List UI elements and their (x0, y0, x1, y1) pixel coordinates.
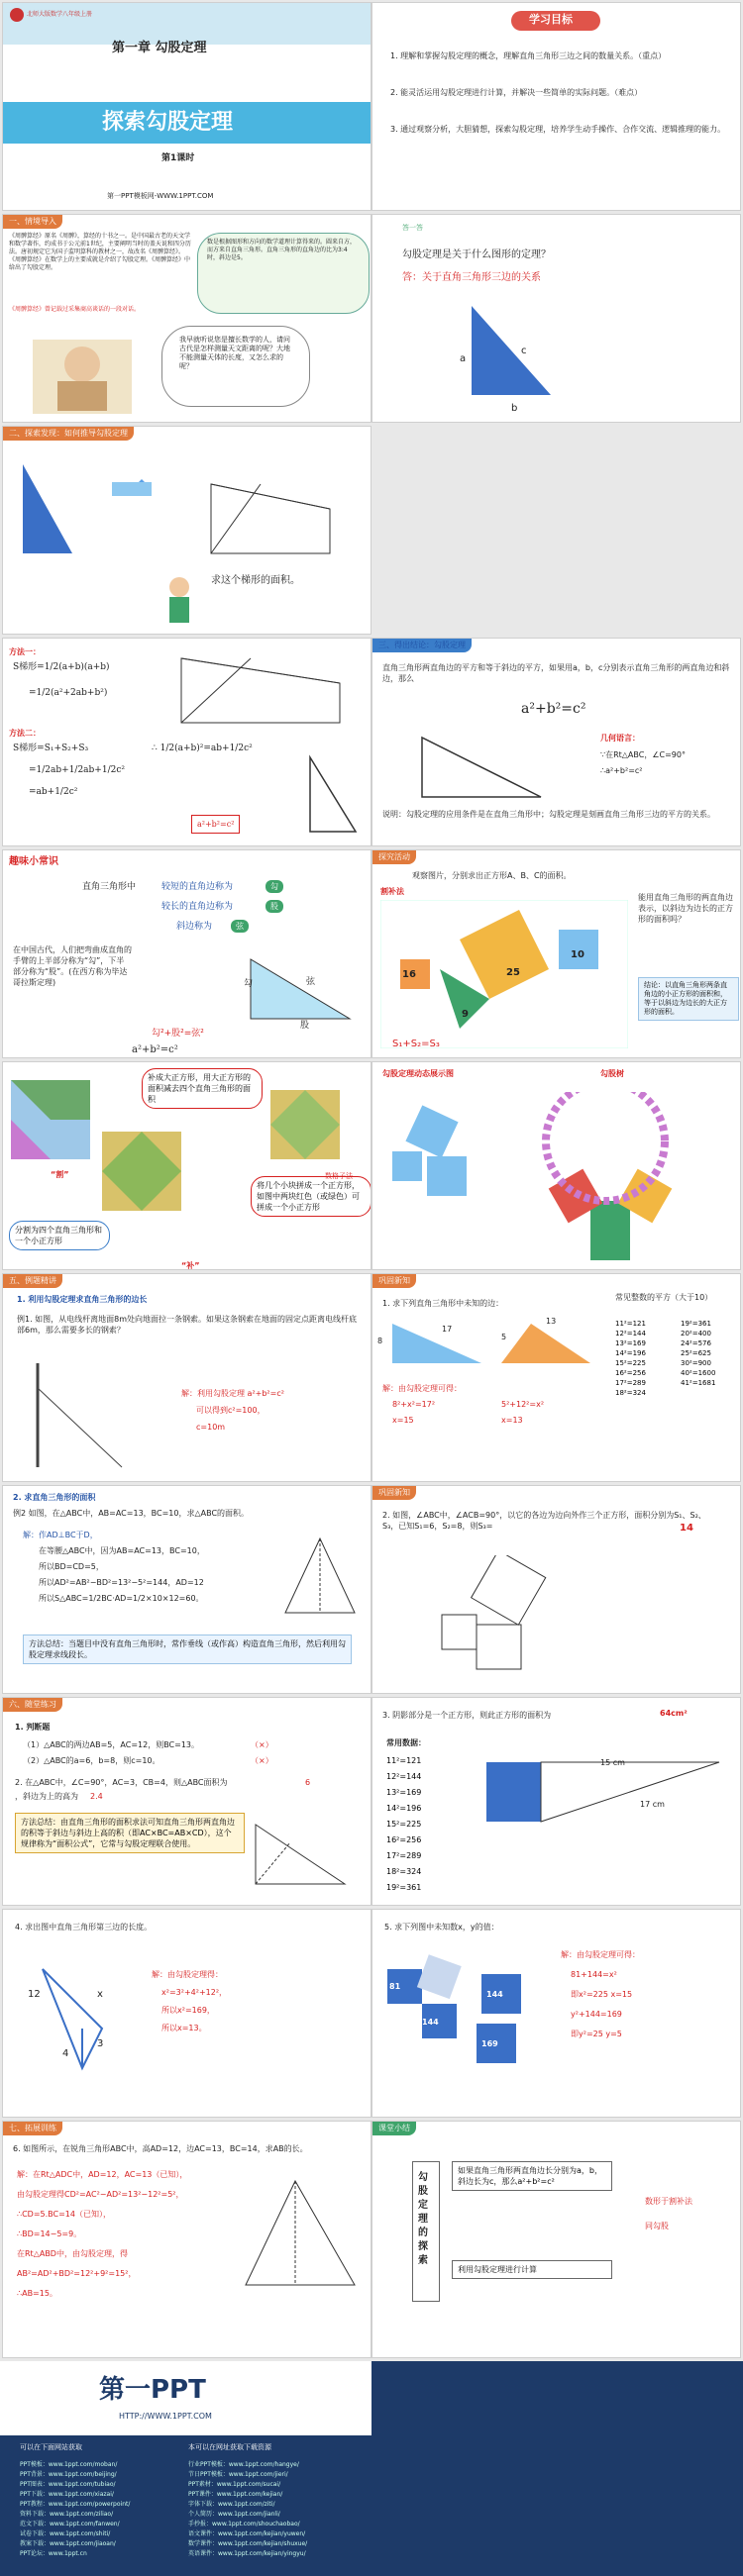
num-16: 16 (402, 969, 416, 980)
trapezoid-question: 求这个梯形的面积。 (211, 575, 300, 586)
footer-caption-1: 可以在下面网站获取 (20, 2443, 82, 2451)
slide-cut-patch (2, 1061, 372, 1270)
chip-xian: 弦 (231, 920, 249, 933)
slide-practice-5 (372, 1909, 741, 2118)
square-value: 12²=144 (615, 1330, 646, 1338)
activity-tag: 割补法 (380, 887, 404, 896)
practice-title: 1. 判断题 (15, 1723, 51, 1732)
label-c: c (521, 346, 527, 356)
section-header: 一、情境导入 (3, 215, 62, 229)
example2-question: 例2 如图，在△ABC中，AB=AC=13，BC=10，求△ABC的面积。 (13, 1509, 250, 1518)
summary-tag-2: 同勾股 (645, 2222, 669, 2230)
chip-gu: 股 (265, 900, 283, 913)
square-value: 30²=900 (681, 1359, 711, 1367)
fun-paragraph: 在中国古代，人们把弯曲成直角的手臂的上半部分称为“勾”，下半部分称为“股”。(在西方称为毕达哥拉斯定理) (13, 945, 132, 987)
slide-extend (2, 2121, 372, 2358)
label-b: b (511, 403, 518, 414)
xy-diagram (382, 1949, 541, 2078)
practice-x1: （×） (251, 1740, 273, 1749)
cover-footer: 第一PPT模板网-WWW.1PPT.COM (107, 192, 214, 200)
section-header: 巩固新知 (372, 1486, 416, 1500)
practice-method-box: 方法总结：由直角三角形的面积求法可知直角三角形两直角边的积等于斜边与斜边上高的积（即AC×BC=AB×CD），这个规律称为“面积公式”，它常与勾股定理联合使用。 (15, 1813, 245, 1853)
section-header: 七、拓展训练 (3, 2122, 62, 2135)
slide-summary (372, 2121, 741, 2358)
xy-sol-4: y²+144=169 (571, 2010, 622, 2019)
xy-sol-1: 解：由勾股定理可得： (561, 1950, 640, 1959)
logo-icon (9, 7, 25, 23)
method-1-label: 方法一： (9, 647, 41, 656)
square-value: 14²=196 (615, 1349, 646, 1357)
slide-example-1 (2, 1273, 372, 1482)
extend-a4: ∴BD=14−5=9。 (17, 2229, 82, 2238)
extend-a6: AB²=AD²+BD²=12²+9²=15²， (17, 2269, 137, 2278)
kite-x: x (97, 1989, 103, 2000)
pole-diagram (23, 1358, 132, 1472)
section-header: 五、例题精讲 (3, 1274, 62, 1288)
square-value: 19²=361 (681, 1320, 711, 1328)
slide-consolidate-1 (372, 1273, 741, 1482)
geo-line-1: ∵在Rt△ABC，∠C=90° (600, 750, 686, 759)
goals-title: 学习目标 (529, 13, 573, 26)
extend-a5: 在Rt△ABD中，由勾股定理，得 (17, 2249, 128, 2258)
example-text: 例1. 如图，从电线杆离地面8m处向地面拉一条钢索。如果这条钢索在地面的固定点距离电线杆底部6m，那么需要多长的钢索？ (17, 1315, 358, 1335)
slide-question (372, 214, 741, 423)
kite-sol-3: 所以x²=169， (161, 2006, 215, 2015)
footer-url: HTTP://WWW.1PPT.COM (119, 2412, 212, 2421)
goal-2: 2. 能灵活运用勾股定理进行计算，并解决一些简单的实际问题。（难点） (390, 88, 643, 97)
square-value: 13²=169 (615, 1339, 646, 1347)
xy-question: 5. 求下列图中未知数x，y的值： (384, 1923, 499, 1932)
sq-169: 169 (481, 2039, 498, 2048)
footer-link[interactable]: PPT素材：www.1ppt.com/sucai/ (188, 2481, 281, 2488)
data-value: 15²=225 (386, 1820, 422, 1829)
practice-triangle (246, 1815, 355, 1894)
practice-q3b: ，斜边为上的高为 (15, 1792, 78, 1801)
xy-sol-2: 81+144=x² (571, 1970, 617, 1979)
footer-link[interactable]: 节日PPT模板：www.1ppt.com/jieri/ (188, 2471, 288, 2478)
sq-144-a: 144 (422, 2018, 439, 2027)
acute-triangle-diagram (236, 2171, 365, 2300)
method-2-step-1: S梯形=S₁+S₂+S₃ (13, 743, 89, 753)
label-gou: 勾 (244, 979, 254, 989)
trapezoid-small (161, 648, 360, 733)
footer-logo: 第一PPT (99, 2375, 206, 2405)
data-value: 14²=196 (386, 1804, 422, 1813)
fun-title: 趣味小常识 (9, 856, 58, 867)
data-value: 11²=121 (386, 1756, 422, 1765)
main-title: 探索勾股定理 (102, 110, 234, 135)
question-text: 勾股定理是关于什么图形的定理？ (402, 249, 551, 260)
patch-explain: 补成大正方形，用大正方形的面积减去四个直角三角形的面积 (142, 1068, 263, 1109)
method-2-step-2: =1/2ab+1/2ab+1/2c² (29, 765, 125, 775)
example2-a3: 所以BD=CD=5， (39, 1562, 104, 1571)
third-side-question: 4. 求出图中直角三角形第三边的长度。 (15, 1923, 153, 1932)
footer-link[interactable]: PPT课件：www.1ppt.com/kejian/ (188, 2491, 283, 2498)
footer-link[interactable]: 个人简历：www.1ppt.com/jianli/ (188, 2511, 280, 2518)
shaded-question: 3. 阴影部分是一个正方形，则此正方形的面积为 (382, 1711, 552, 1720)
grid-diagram (380, 900, 628, 1048)
label-15cm: 15 cm (600, 1758, 625, 1767)
square-value: 24²=576 (681, 1339, 711, 1347)
answer-text: 答：关于直角三角形三边的关系 (402, 272, 541, 283)
footer-link[interactable]: 试卷下载：www.1ppt.com/shiti/ (20, 2530, 111, 2537)
slide-conclusion (372, 638, 741, 846)
label-17cm: 17 cm (640, 1800, 665, 1809)
activity-side-question: 能用直角三角形的两直角边表示，以斜边为边长的正方形的面积吗？ (638, 893, 733, 924)
sol-1: 解：由勾股定理可得： (382, 1384, 462, 1393)
method-1-step-2: =1/2(a²+2ab+b²) (29, 688, 108, 698)
footer-link[interactable]: 教案下载：www.1ppt.com/jiaoan/ (20, 2540, 116, 2547)
triangle-diagram (442, 296, 561, 405)
footer-link[interactable]: 行业PPT模板：www.1ppt.com/hangye/ (188, 2461, 299, 2468)
fun-line-4: 斜边称为 (176, 922, 213, 932)
slide-intro (2, 214, 372, 423)
footer-link[interactable]: 字体下载：www.1ppt.com/ziti/ (188, 2501, 275, 2508)
side-5: 5 (501, 1333, 507, 1341)
footer-links-1 (20, 2460, 130, 2559)
equate-step: ∴ 1/2(a+b)²=ab+1/2c² (152, 743, 253, 753)
footer-link[interactable]: 语文课件：www.1ppt.com/kejian/yuwen/ (188, 2530, 306, 2537)
result-box: a²+b²=c² (191, 815, 240, 834)
example2-a5: 所以S△ABC=1/2BC·AD=1/2×10×12=60。 (39, 1594, 204, 1603)
data-value: 19²=361 (386, 1883, 422, 1892)
square-value: 40²=1600 (681, 1369, 716, 1377)
footer-link[interactable]: PPT教程：www.1ppt.com/powerpoint/ (20, 2501, 131, 2508)
kite-sol-2: x²=3²+4²+12²， (161, 1988, 228, 1997)
student-icon (161, 575, 197, 625)
geo-label: 几何语言： (600, 734, 640, 743)
combine-explain: 将几个小块拼成一个正方形，如图中两块红色（或绿色）可拼成一个小正方形 (251, 1176, 372, 1217)
fun-eq-2: a²+b²=c² (132, 1044, 178, 1055)
square-value: 41²=1681 (681, 1379, 716, 1387)
slide-practice-4 (2, 1909, 372, 2118)
squares-list (615, 1319, 739, 1398)
square-value: 25²=625 (681, 1349, 711, 1357)
method-2-step-3: =ab+1/2c² (29, 787, 78, 797)
intro-paragraph: 《周髀算经》原名《周髀》，算经的十书之一。是中国最古老的天文学和数学著作，约成书于公元前1世纪，主要阐明当时的盖天说和四分历法。唐初规定它为国子监明算科的教材之一，故改名《周髀算经》。《周髀算经》在数学上的主要成就是介绍了勾股定理。《周髀算经》中给出了勾股定理。 (9, 233, 191, 271)
practice-q1: （1）△ABC的两边AB=5，AC=12，则BC=13。 (23, 1740, 200, 1749)
footer-band (0, 2361, 743, 2576)
kite-sol-1: 解：由勾股定理得： (152, 1970, 223, 1979)
slide-example-2 (2, 1485, 372, 1694)
footer-link[interactable]: 数学课件：www.1ppt.com/kejian/shuxue/ (188, 2540, 308, 2547)
square-value: 17²=289 (615, 1379, 646, 1387)
slide-cover (2, 2, 372, 211)
goal-3: 3. 通过观察分析，大胆猜想，探索勾股定理，培养学生动手操作、合作交流、逻辑推理的能力。 (390, 125, 726, 134)
kite-diagram (23, 1949, 122, 2088)
geo-line-2: ∴a²+b²=c² (600, 766, 643, 775)
fun-line-2: 较短的直角边称为 (161, 882, 234, 892)
data-list (386, 1753, 421, 1896)
footer-link[interactable]: PPT论坛：www.1ppt.cn (20, 2550, 87, 2557)
pythagoras-tree-icon (481, 1092, 729, 1265)
num-25: 25 (506, 967, 520, 978)
example2-a4: 所以AD²=AB²−BD²=13²−5²=144，AD=12 (39, 1578, 204, 1587)
tag-cut: “割” (51, 1170, 69, 1179)
kite-4: 4 (62, 2048, 69, 2059)
extend-a2: 由勾股定理得CD²=AC²−AD²=13²−12²=5²， (17, 2190, 184, 2199)
sq-144-b: 144 (486, 1990, 503, 1999)
area-equation: S₁+S₂=S₃ (392, 1039, 440, 1049)
label-gu: 股 (300, 1021, 310, 1031)
footer-link[interactable]: PPT模板：www.1ppt.com/moban/ (20, 2461, 118, 2468)
practice-q3: 2. 在△ABC中，∠C=90°，AC=3，CB=4，则△ABC面积为 (15, 1778, 228, 1787)
colored-grid-mid (102, 1132, 181, 1211)
corner-label: 北师大版数学八年级上册 (27, 11, 93, 18)
section-header: 巩固新知 (372, 1274, 416, 1288)
tag-patch: “补” (181, 1261, 200, 1270)
square-value: 18²=324 (615, 1389, 646, 1397)
side-8: 8 (377, 1337, 383, 1345)
data-value: 13²=169 (386, 1788, 422, 1797)
summary-vertical-text: 勾股定理的探索 (418, 2172, 428, 2266)
square-value: 16²=256 (615, 1369, 646, 1377)
extend-question: 6. 如图所示，在锐角三角形ABC中，高AD=12，边AC=13，BC=14，求AB的长。 (13, 2144, 308, 2153)
example2-header: 2. 求直角三角形的面积 (13, 1493, 96, 1502)
isosceles-diagram (280, 1534, 360, 1623)
method-summary: 方法总结：当题目中没有直角三角形时，常作垂线（或作高）构造直角三角形，然后利用勾股定理求线段长。 (23, 1635, 352, 1664)
footer-link[interactable]: 英语课件：www.1ppt.com/kejian/yingyu/ (188, 2550, 306, 2557)
extend-a7: ∴AB=15。 (17, 2289, 57, 2298)
tree-title: 勾股树 (600, 1069, 624, 1078)
squares-answer: 14 (680, 1523, 693, 1534)
summary-rule-2: 利用勾股定理进行计算 (452, 2260, 612, 2279)
theorem-triangle (412, 728, 551, 807)
slide-consolidate-2 (372, 1485, 741, 1694)
colored-grid-right (270, 1090, 340, 1159)
lesson-label: 第1课时 (161, 153, 195, 163)
practice-a3: 6 (305, 1778, 311, 1787)
section-header: 六、随堂练习 (3, 1698, 62, 1712)
kite-12: 12 (28, 1989, 41, 2000)
sol-3: x=15 (392, 1416, 414, 1425)
example2-a2: 在等腰△ABC中，因为AB=AC=13，BC=10， (39, 1546, 205, 1555)
kite-sol-4: 所以x=13。 (161, 2024, 207, 2032)
arm-triangle (241, 949, 360, 1029)
cut-explain: 分割为四个直角三角形和一个小正方形 (9, 1221, 110, 1250)
num-10: 10 (571, 949, 584, 960)
consolidate-question: 1. 求下列直角三角形中未知的边： (382, 1299, 504, 1308)
section-header: 二、探索发现：如何推导勾股定理 (3, 427, 134, 441)
sol-5: x=13 (501, 1416, 523, 1425)
square-value: 11²=121 (615, 1320, 646, 1328)
right-triangle-small (300, 747, 366, 842)
summary-rule-1: 如果直角三角形两直角边长分别为a，b，斜边长为c，那么a²+b²=c² (452, 2161, 612, 2191)
footer-link[interactable]: PPT图表：www.1ppt.com/tubiao/ (20, 2481, 116, 2488)
squares-title: 常见整数的平方（大于10） (615, 1293, 713, 1302)
data-title: 常用数据： (386, 1738, 426, 1747)
slide-goals (372, 2, 741, 211)
fun-line-3: 较长的直角边称为 (161, 902, 234, 912)
example-subtitle: 1. 利用勾股定理求直角三角形的边长 (17, 1295, 148, 1304)
chip-gou: 勾 (265, 880, 283, 893)
sol-2: 8²+x²=17² (392, 1400, 436, 1409)
extend-a1: 解：在Rt△ADC中，AD=12，AC=13（已知）， (17, 2170, 188, 2179)
activity-conclusion: 结论：以直角三角形两条直角边的小正方形的面积和，等于以斜边为边长的大正方形的面积。 (638, 977, 739, 1021)
slide-explore (2, 426, 372, 635)
slide-tree (372, 1061, 741, 1270)
num-9: 9 (462, 1009, 469, 1020)
chapter-title: 第一章 勾股定理 (112, 41, 207, 55)
kite-3: 3 (97, 2038, 104, 2049)
footer-link[interactable]: PPT背景：www.1ppt.com/beijing/ (20, 2471, 117, 2478)
example-answer-1: 解：利用勾股定理 a²+b²=c² (181, 1389, 284, 1398)
demo-title: 勾股定理动态展示图 (382, 1069, 454, 1078)
slide-practice-3 (372, 1697, 741, 1906)
theorem-note: 说明：勾股定理的应用条件是在直角三角形中；勾股定理是刻画直角三角形三边的平方的关系。 (382, 810, 715, 819)
data-value: 17²=289 (386, 1851, 422, 1860)
side-17: 17 (442, 1325, 453, 1334)
footer-caption-2: 本可以在网址获取下载资源 (188, 2443, 271, 2451)
square-demo-icon (382, 1092, 481, 1201)
data-value: 12²=144 (386, 1772, 422, 1781)
section-header: 三、得出结论：勾股定理 (372, 639, 472, 652)
footer-link[interactable]: PPT下载：www.1ppt.com/xiazai/ (20, 2491, 114, 2498)
triangle-a (382, 1319, 491, 1368)
square-value: 20²=400 (681, 1330, 711, 1338)
tag-count: 数格子法 (325, 1172, 353, 1180)
data-value: 16²=256 (386, 1835, 422, 1844)
fun-eq-1: 勾²+股²=弦² (152, 1029, 204, 1039)
activity-text: 观察图片，分别求出正方形A、B、C的面积。 (412, 871, 572, 880)
theorem-formula: a²+b²=c² (521, 701, 586, 717)
method-2-label: 方法二： (9, 729, 41, 738)
squares-question: 2. 如图，∠ABC中，∠ACB=90°，以它的各边为边向外作三个正方形，面积分别为S₁、S₂、S₃，已知S₁=6，S₂=8，则S₃= (382, 1511, 706, 1531)
slide-practice (2, 1697, 372, 1906)
slide-fun-fact (2, 849, 372, 1058)
section-header: 探究活动 (372, 850, 416, 864)
theorem-text: 直角三角形两直角边的平方和等于斜边的平方，如果用a，b，c分别表示直角三角形的两直角边和斜边，那么 (382, 663, 730, 683)
side-13: 13 (546, 1317, 557, 1326)
xy-sol-3: 即x²=225 x=15 (571, 1990, 633, 1999)
label-a: a (460, 353, 467, 364)
extend-a3: ∴CD=5.BC=14（已知）， (17, 2210, 111, 2219)
colored-grid-left (11, 1080, 90, 1159)
sq-81: 81 (389, 1982, 401, 1991)
trapezoid-diagram (13, 454, 370, 563)
cloud-text: 数是根据图形和方向的数学道理计算得来的。圆来自方，而方来自直角三角形。直角三角形的直角边的比为3:4时，斜边是5。 (207, 239, 357, 261)
tab-label: 答一答 (402, 224, 423, 232)
footer-link[interactable]: 资料下载：www.1ppt.com/ziliao/ (20, 2511, 114, 2518)
slide-methods-main (2, 638, 372, 846)
summary-tag-1: 数形于割补法 (645, 2197, 692, 2206)
example-answer-2: 可以得到c²=100， (196, 1406, 265, 1415)
label-xian: 弦 (306, 977, 316, 987)
sage-figure-icon (23, 330, 142, 419)
xy-sol-5: 即y²=25 y=5 (571, 2030, 622, 2038)
shaded-answer: 64cm² (660, 1709, 688, 1718)
footer-link[interactable]: 范文下载：www.1ppt.com/fanwen/ (20, 2521, 120, 2527)
example2-a1: 解：作AD⊥BC于D， (23, 1531, 98, 1539)
method-1-step-1: S梯形=1/2(a+b)(a+b) (13, 662, 110, 672)
practice-a3b: 2.4 (90, 1792, 103, 1801)
data-value: 18²=324 (386, 1867, 422, 1876)
footer-link[interactable]: 手抄报：www.1ppt.com/shouchaobao/ (188, 2521, 300, 2527)
bubble-text: 我早就听说您是擅长数学的人，请问古代是怎样测量天文距离的呢？大地不能测量天体的长度，又怎么求的呢？ (179, 336, 290, 370)
slide-activity (372, 849, 741, 1058)
squares-diagram (432, 1555, 561, 1684)
example-answer-3: c=10m (196, 1423, 226, 1432)
fun-line-1: 直角三角形中 (82, 882, 137, 892)
practice-x2: （×） (251, 1756, 273, 1765)
square-value: 15²=225 (615, 1359, 646, 1367)
footer-links-2 (188, 2460, 307, 2559)
quote-line: 《周髀算经》曾记载过采集商高谈话的一段对话。 (9, 306, 141, 313)
section-header: 课堂小结 (372, 2122, 416, 2135)
goal-1: 1. 理解和掌握勾股定理的概念，理解直角三角形三边之间的数量关系。（重点） (390, 51, 667, 60)
practice-q2: （2）△ABC的a=6，b=8，则c=10。 (23, 1756, 160, 1765)
sol-4: 5²+12²=x² (501, 1400, 545, 1409)
